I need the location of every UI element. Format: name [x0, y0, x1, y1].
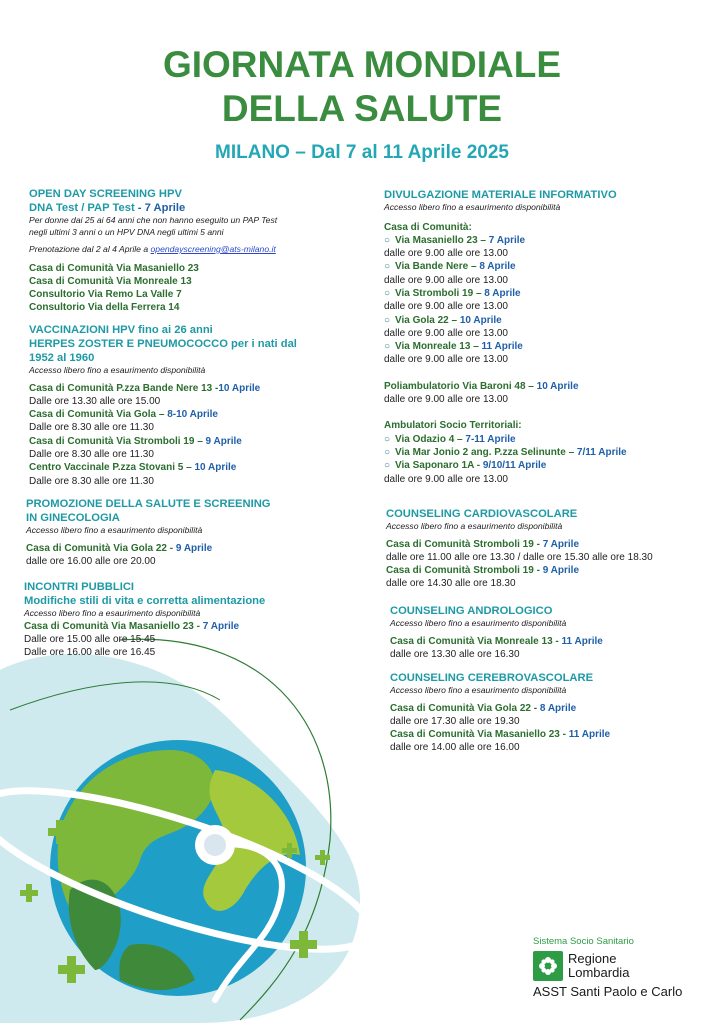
heading-divulgazione: DIVULGAZIONE MATERIALE INFORMATIVO — [384, 189, 617, 201]
amb-item: ○ Via Mar Jonio 2 ang. P.zza Selinunte – 7/11 Aprile — [384, 446, 627, 458]
section-ginecologia — [26, 497, 356, 568]
andro-hours: dalle ore 13.30 alle ore 16.30 — [390, 648, 520, 660]
vacc-place: Casa di Comunità P.zza Bande Nere 13 -10 Aprile — [29, 382, 261, 394]
cardio-hours: dalle ore 14.30 alle ore 18.30 — [386, 578, 516, 590]
divulg-hours: dalle ore 9.00 alle ore 13.00 — [384, 274, 508, 286]
note-hpv-2: negli ultimi 3 anni o un HPV DNA negli ultimi 5 anni — [29, 226, 224, 237]
cerebro-place: Casa di Comunità Via Masaniello 23 - 11 Aprile — [390, 729, 611, 741]
booking-line: Prenotazione dal 2 al 4 Aprile a opendayscreening@ats-milano.it — [29, 244, 276, 254]
footer-asst: ASST Santi Paolo e Carlo — [533, 984, 683, 999]
amb-item: ○ Via Odazio 4 – 7-11 Aprile — [384, 433, 516, 445]
divulg-item: ○ Via Bande Nere – 8 Aprile — [384, 261, 516, 273]
section-incontri — [24, 580, 354, 659]
location-item: Consultorio Via della Ferrera 14 — [29, 302, 180, 314]
heading-andro: COUNSELING ANDROLOGICO — [390, 605, 553, 617]
footer-region-2: Lombardia — [568, 965, 630, 980]
access-note: Accesso libero fino a esaurimento disponibilità — [26, 525, 203, 535]
section-andro — [390, 604, 710, 661]
vacc-hours: Dalle ore 8.30 alle ore 11.30 — [29, 448, 154, 460]
ambulatori-heading: Ambulatori Socio Territoriali: — [384, 420, 522, 432]
globe-illustration — [0, 600, 420, 1023]
access-note: Accesso libero fino a esaurimento disponibilità — [386, 521, 563, 531]
section-vaccinazioni — [29, 323, 359, 488]
location-item: Casa di Comunità Via Monreale 13 — [29, 275, 192, 287]
location-item: Casa di Comunità Via Masaniello 23 — [29, 262, 199, 274]
cardio-place: Casa di Comunità Stromboli 19 - 7 Aprile — [386, 538, 580, 550]
heading-dna-test: DNA Test / PAP Test - 7 Aprile — [29, 202, 186, 214]
divulg-hours: dalle ore 9.00 alle ore 13.00 — [384, 301, 508, 313]
poliambulatorio: Poliambulatorio Via Baroni 48 – 10 Aprile — [384, 380, 579, 392]
cerebro-hours: dalle ore 17.30 alle ore 19.30 — [390, 715, 520, 727]
footer-region-1: Regione — [568, 951, 617, 966]
cardio-place: Casa di Comunità Stromboli 19 - 9 Aprile — [386, 565, 580, 577]
footer-logo — [533, 936, 682, 999]
access-note: Accesso libero fino a esaurimento disponibilità — [390, 618, 567, 628]
cerebro-place: Casa di Comunità Via Gola 22 - 8 Aprile — [390, 702, 577, 714]
vacc-hours: Dalle ore 13.30 alle ore 15.00 — [29, 395, 161, 407]
divulg-item: ○ Via Masaniello 23 – 7 Aprile — [384, 234, 526, 246]
gine-hours: dalle ore 16.00 alle ore 20.00 — [26, 555, 156, 567]
amb-item: ○ Via Saponaro 1A - 9/10/11 Aprile — [384, 460, 547, 472]
gine-place: Casa di Comunità Via Gola 22 - 9 Aprile — [26, 542, 213, 554]
heading-cardio: COUNSELING CARDIOVASCOLARE — [386, 508, 578, 520]
amb-hours: dalle ore 9.00 alle ore 13.00 — [384, 473, 508, 485]
section-screening-hpv — [29, 187, 359, 315]
heading-vaccinazioni: VACCINAZIONI HPV fino ai 26 anni — [29, 324, 213, 336]
andro-place: Casa di Comunità Via Monreale 13 - 11 Aprile — [390, 635, 603, 647]
vacc-place: Casa di Comunità Via Stromboli 19 – 9 Aprile — [29, 435, 242, 447]
section-divulgazione — [384, 188, 704, 486]
divulg-item: ○ Via Gola 22 – 10 Aprile — [384, 314, 502, 326]
lombardia-rose-icon — [533, 951, 563, 981]
vacc-place: Centro Vaccinale P.zza Stovani 5 – 10 Aprile — [29, 462, 237, 474]
section-cardio — [386, 507, 716, 591]
poli-hours: dalle ore 9.00 alle ore 13.00 — [384, 394, 508, 406]
access-note: Accesso libero fino a esaurimento disponibilità — [390, 685, 567, 695]
section-cerebro — [390, 671, 710, 755]
vacc-place: Casa di Comunità Via Gola – 8-10 Aprile — [29, 409, 218, 421]
heading-ginecologia-1: PROMOZIONE DELLA SALUTE E SCREENING — [26, 498, 271, 510]
incontri-hours: Dalle ore 16.00 alle ore 16.45 — [24, 647, 156, 659]
case-heading: Casa di Comunità: — [384, 221, 472, 233]
divulg-item: ○ Via Stromboli 19 – 8 Aprile — [384, 287, 521, 299]
divulg-item: ○ Via Monreale 13 – 11 Aprile — [384, 341, 523, 353]
divulg-hours: dalle ore 9.00 alle ore 13.00 — [384, 248, 508, 260]
heading-herpes: HERPES ZOSTER E PNEUMOCOCCO per i nati dal — [29, 338, 297, 350]
footer-system: Sistema Socio Sanitario — [533, 936, 634, 947]
access-note: Accesso libero fino a esaurimento disponibilità — [29, 365, 206, 375]
cerebro-hours: dalle ore 14.00 alle ore 16.00 — [390, 742, 520, 754]
heading-incontri: INCONTRI PUBBLICI — [24, 581, 135, 593]
location-item: Consultorio Via Remo La Valle 7 — [29, 289, 182, 301]
divulg-hours: dalle ore 9.00 alle ore 13.00 — [384, 327, 508, 339]
access-note: Accesso libero fino a esaurimento disponibilità — [24, 608, 201, 618]
heading-screening-hpv: OPEN DAY SCREENING HPV — [29, 188, 182, 200]
booking-email-link[interactable]: opendayscreening@ats-milano.it — [150, 244, 276, 254]
vacc-hours: Dalle ore 8.30 alle ore 11.30 — [29, 422, 154, 434]
incontri-hours: Dalle ore 15.00 alle ore 15.45 — [24, 633, 156, 645]
heading-cerebro: COUNSELING CEREBROVASCOLARE — [390, 672, 594, 684]
note-hpv-1: Per donne dai 25 ai 64 anni che non hanno eseguito un PAP Test — [29, 215, 278, 225]
vacc-hours: Dalle ore 8.30 alle ore 11.30 — [29, 475, 154, 487]
subtitle: MILANO – Dal 7 al 11 Aprile 2025 — [215, 142, 509, 163]
heading-ginecologia-2: IN GINECOLOGIA — [26, 512, 120, 524]
cardio-hours: dalle ore 11.00 alle ore 13.30 / dalle ore 15.30 alle ore 18.30 — [386, 551, 653, 563]
title-line-2: DELLA SALUTE — [221, 88, 503, 129]
heading-years: 1952 al 1960 — [29, 352, 95, 364]
incontri-place: Casa di Comunità Via Masaniello 23 - 7 Aprile — [24, 620, 240, 632]
access-note: Accesso libero fino a esaurimento disponibilità — [384, 202, 561, 212]
subheading-incontri: Modifiche stili di vita e corretta alimentazione — [24, 595, 266, 607]
title-line-1: GIORNATA MONDIALE — [162, 44, 562, 85]
divulg-hours: dalle ore 9.00 alle ore 13.00 — [384, 354, 508, 366]
